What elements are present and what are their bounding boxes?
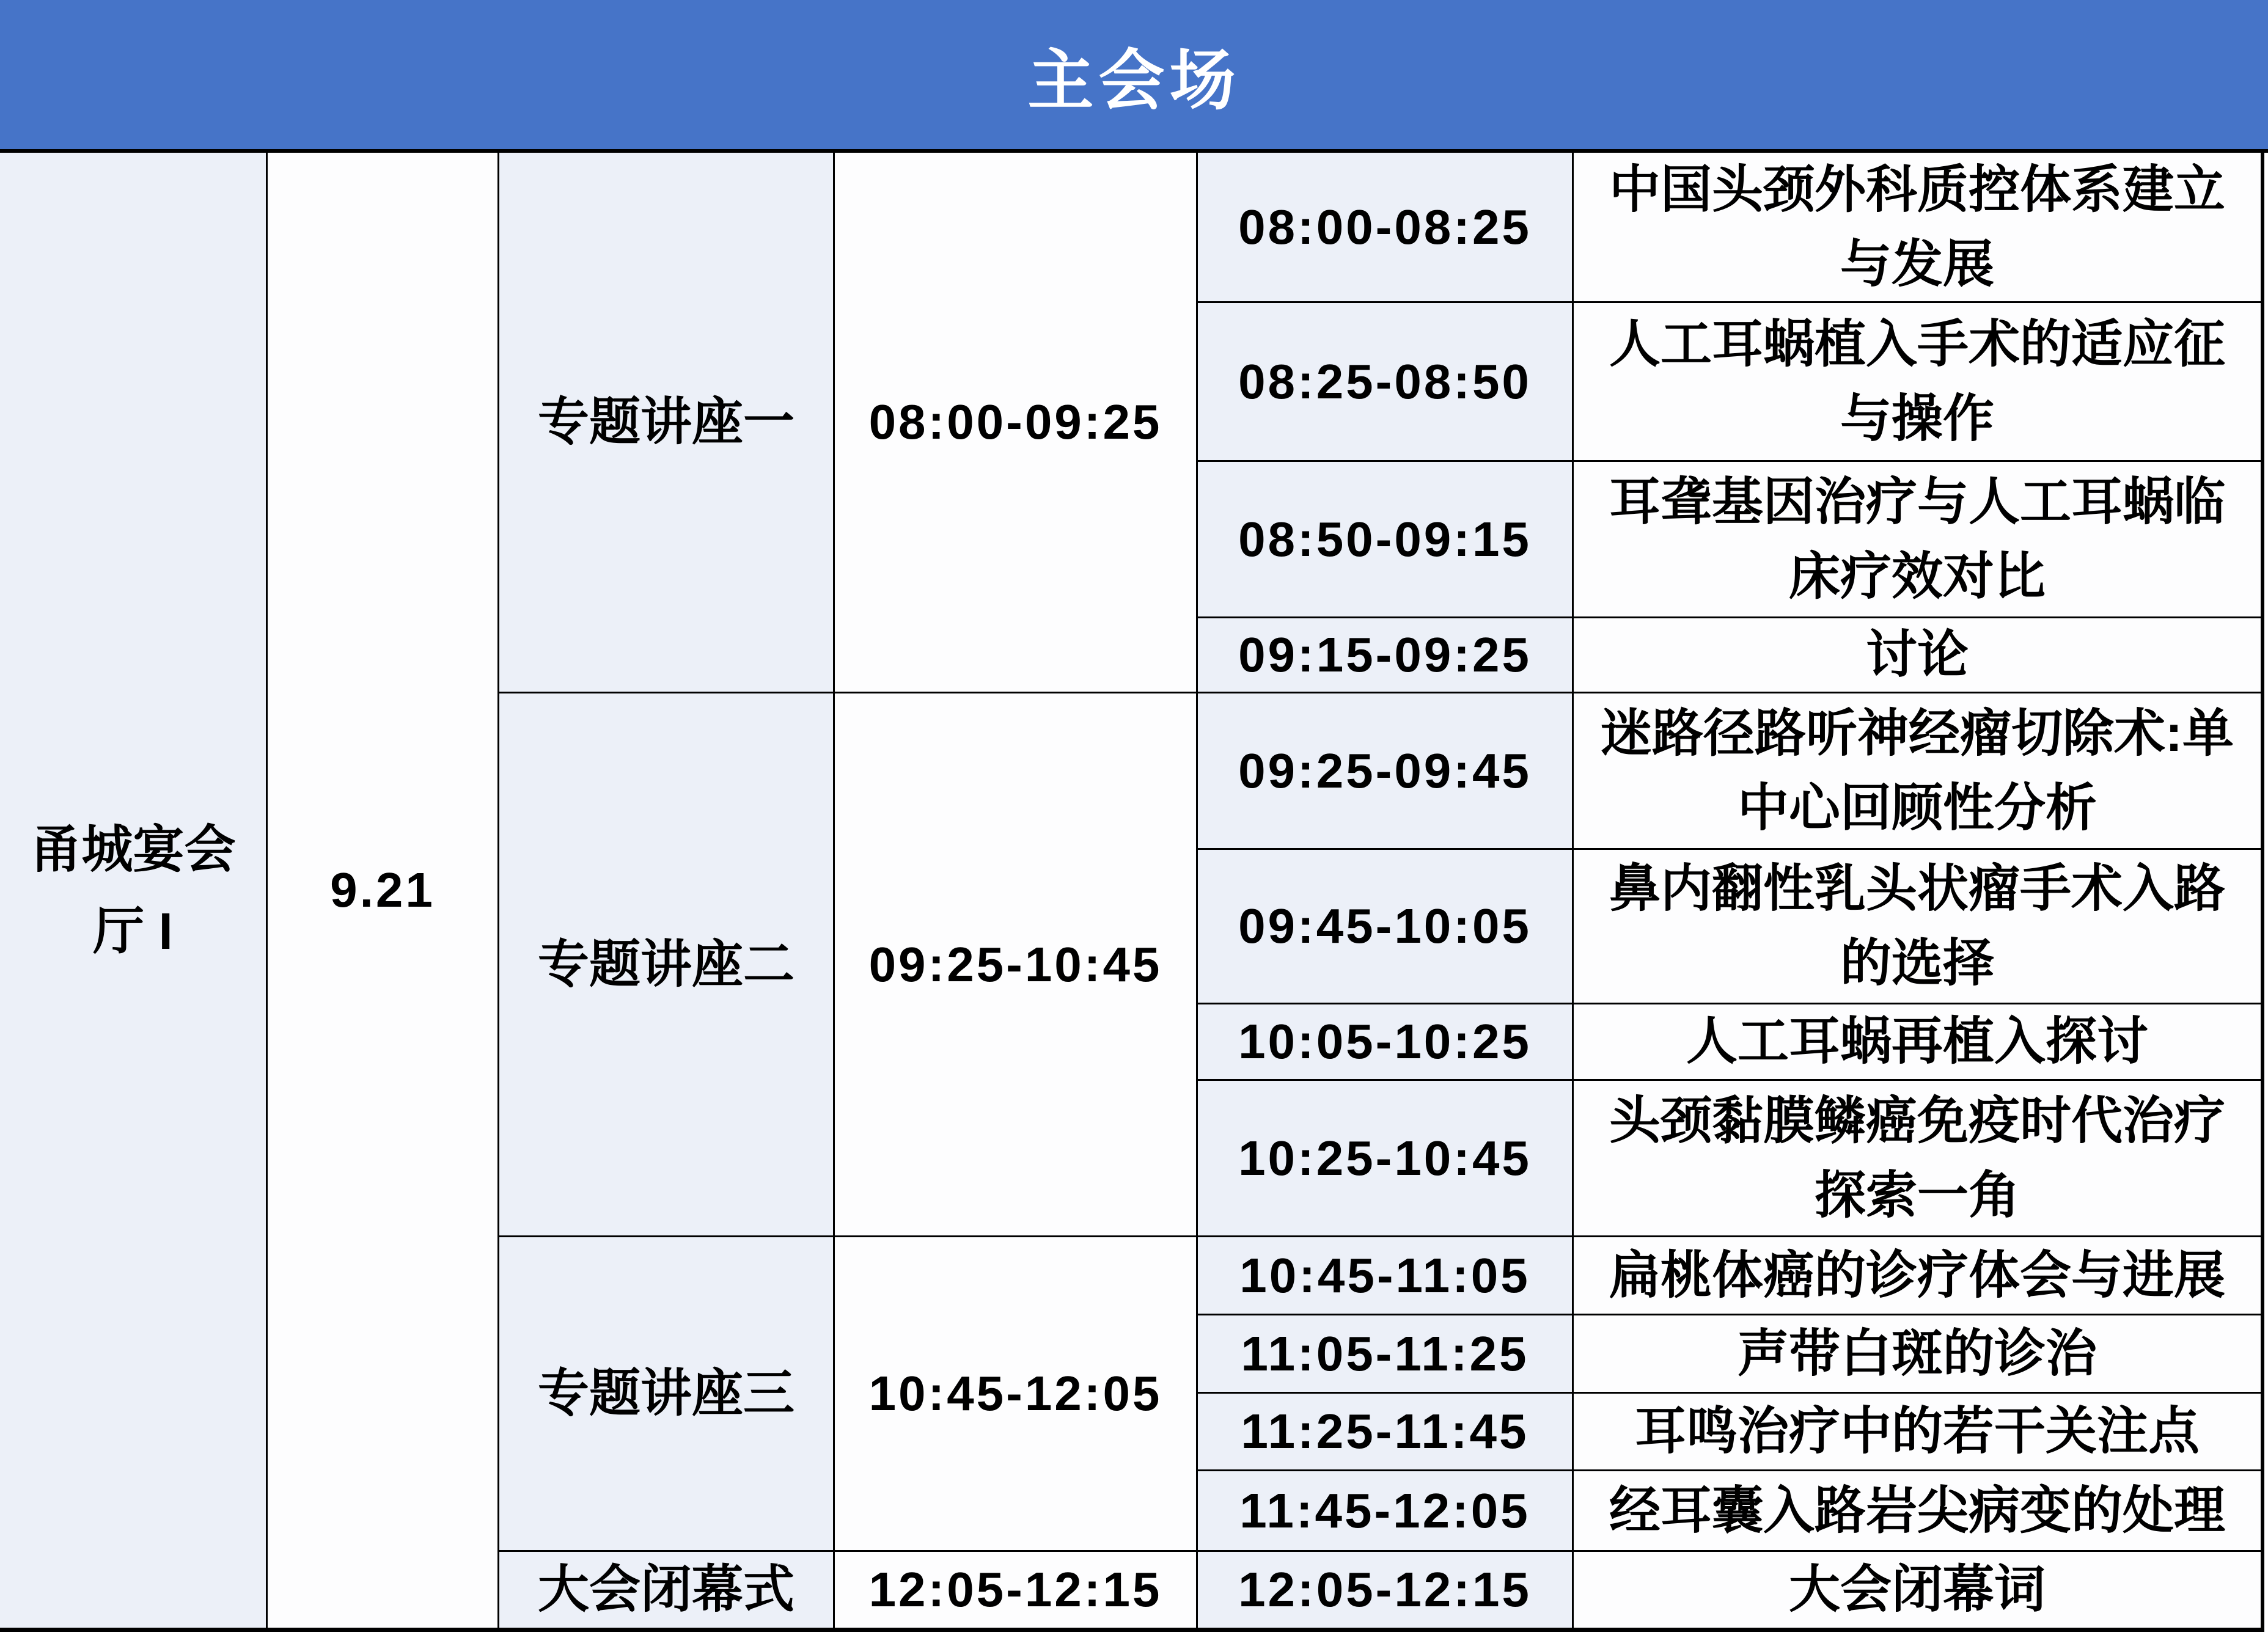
talk-title-text: 人工耳蜗再植入探讨 [1686,1012,2148,1070]
talk-title-cell [1574,153,2261,303]
talk-title-cell [1574,1315,2261,1394]
talk-title-cell [1574,1004,2261,1081]
talk-time-cell: 11:05-11:25 [1198,1315,1574,1394]
talk-time-cell: 09:25-09:45 [1198,693,1574,850]
talk-title-text: 耳鸣治疗中的若干关注点 [1634,1402,2200,1460]
talk-title-text: 人工耳蜗植入手术的适应征与操作 [1609,315,2225,447]
talk-title-text: 声带白斑的诊治 [1737,1324,2097,1382]
talk-title-text: 头颈黏膜鳞癌免疫时代治疗探索一角 [1609,1091,2225,1224]
talk-time-cell: 11:25-11:45 [1198,1394,1574,1471]
session-time-cell: 08:00-09:25 [835,153,1198,693]
talk-title-cell [1574,1471,2261,1552]
venue-cell [0,153,268,1628]
talk-time-cell: 09:15-09:25 [1198,618,1574,693]
talk-time-cell: 09:45-10:05 [1198,850,1574,1004]
main-venue-title: 主会场 [1027,43,1241,117]
talk-title-cell [1574,693,2261,850]
talk-title-cell [1574,1237,2261,1315]
talk-time-cell: 08:00-08:25 [1198,153,1574,303]
talk-title-text: 迷路径路听神经瘤切除术:单中心回顾性分析 [1601,704,2234,836]
talk-time-cell: 10:05-10:25 [1198,1004,1574,1081]
talk-title-cell [1574,303,2261,462]
session-name-cell: 专题讲座二 [499,693,835,1237]
talk-title-text: 经耳囊入路岩尖病变的处理 [1609,1481,2225,1539]
talk-time-cell: 11:45-12:05 [1198,1471,1574,1552]
session-time-cell: 10:45-12:05 [835,1237,1198,1552]
session-time-cell: 09:25-10:45 [835,693,1198,1237]
venue-header-banner [0,0,2268,153]
talk-time-cell: 08:50-09:15 [1198,462,1574,618]
talk-title-text: 中国头颈外科质控体系建立与发展 [1609,160,2225,293]
session-time-cell: 12:05-12:15 [835,1552,1198,1628]
talk-title-text: 耳聋基因治疗与人工耳蜗临床疗效对比 [1609,472,2225,605]
talk-title-cell [1574,1394,2261,1471]
talk-title-text: 大会闭幕词 [1788,1560,2046,1619]
talk-title-cell [1574,618,2261,693]
talk-title-cell [1574,850,2261,1004]
talk-time-cell: 12:05-12:15 [1198,1552,1574,1628]
venue-name-text: 甬城宴会厅 I [30,820,236,960]
date-cell: 9.21 [268,153,499,1628]
schedule-table [0,153,2264,1632]
talk-title-text: 讨论 [1865,626,1969,684]
talk-time-cell: 10:45-11:05 [1198,1237,1574,1315]
talk-title-text: 鼻内翻性乳头状瘤手术入路的选择 [1609,860,2225,992]
talk-title-cell [1574,1552,2261,1628]
talk-title-cell [1574,462,2261,618]
session-name-cell: 专题讲座一 [499,153,835,693]
talk-time-cell: 10:25-10:45 [1198,1081,1574,1237]
talk-time-cell: 08:25-08:50 [1198,303,1574,462]
talk-title-text: 扁桃体癌的诊疗体会与进展 [1609,1246,2225,1304]
session-name-cell: 专题讲座三 [499,1237,835,1552]
talk-title-cell [1574,1081,2261,1237]
session-name-cell: 大会闭幕式 [499,1552,835,1628]
